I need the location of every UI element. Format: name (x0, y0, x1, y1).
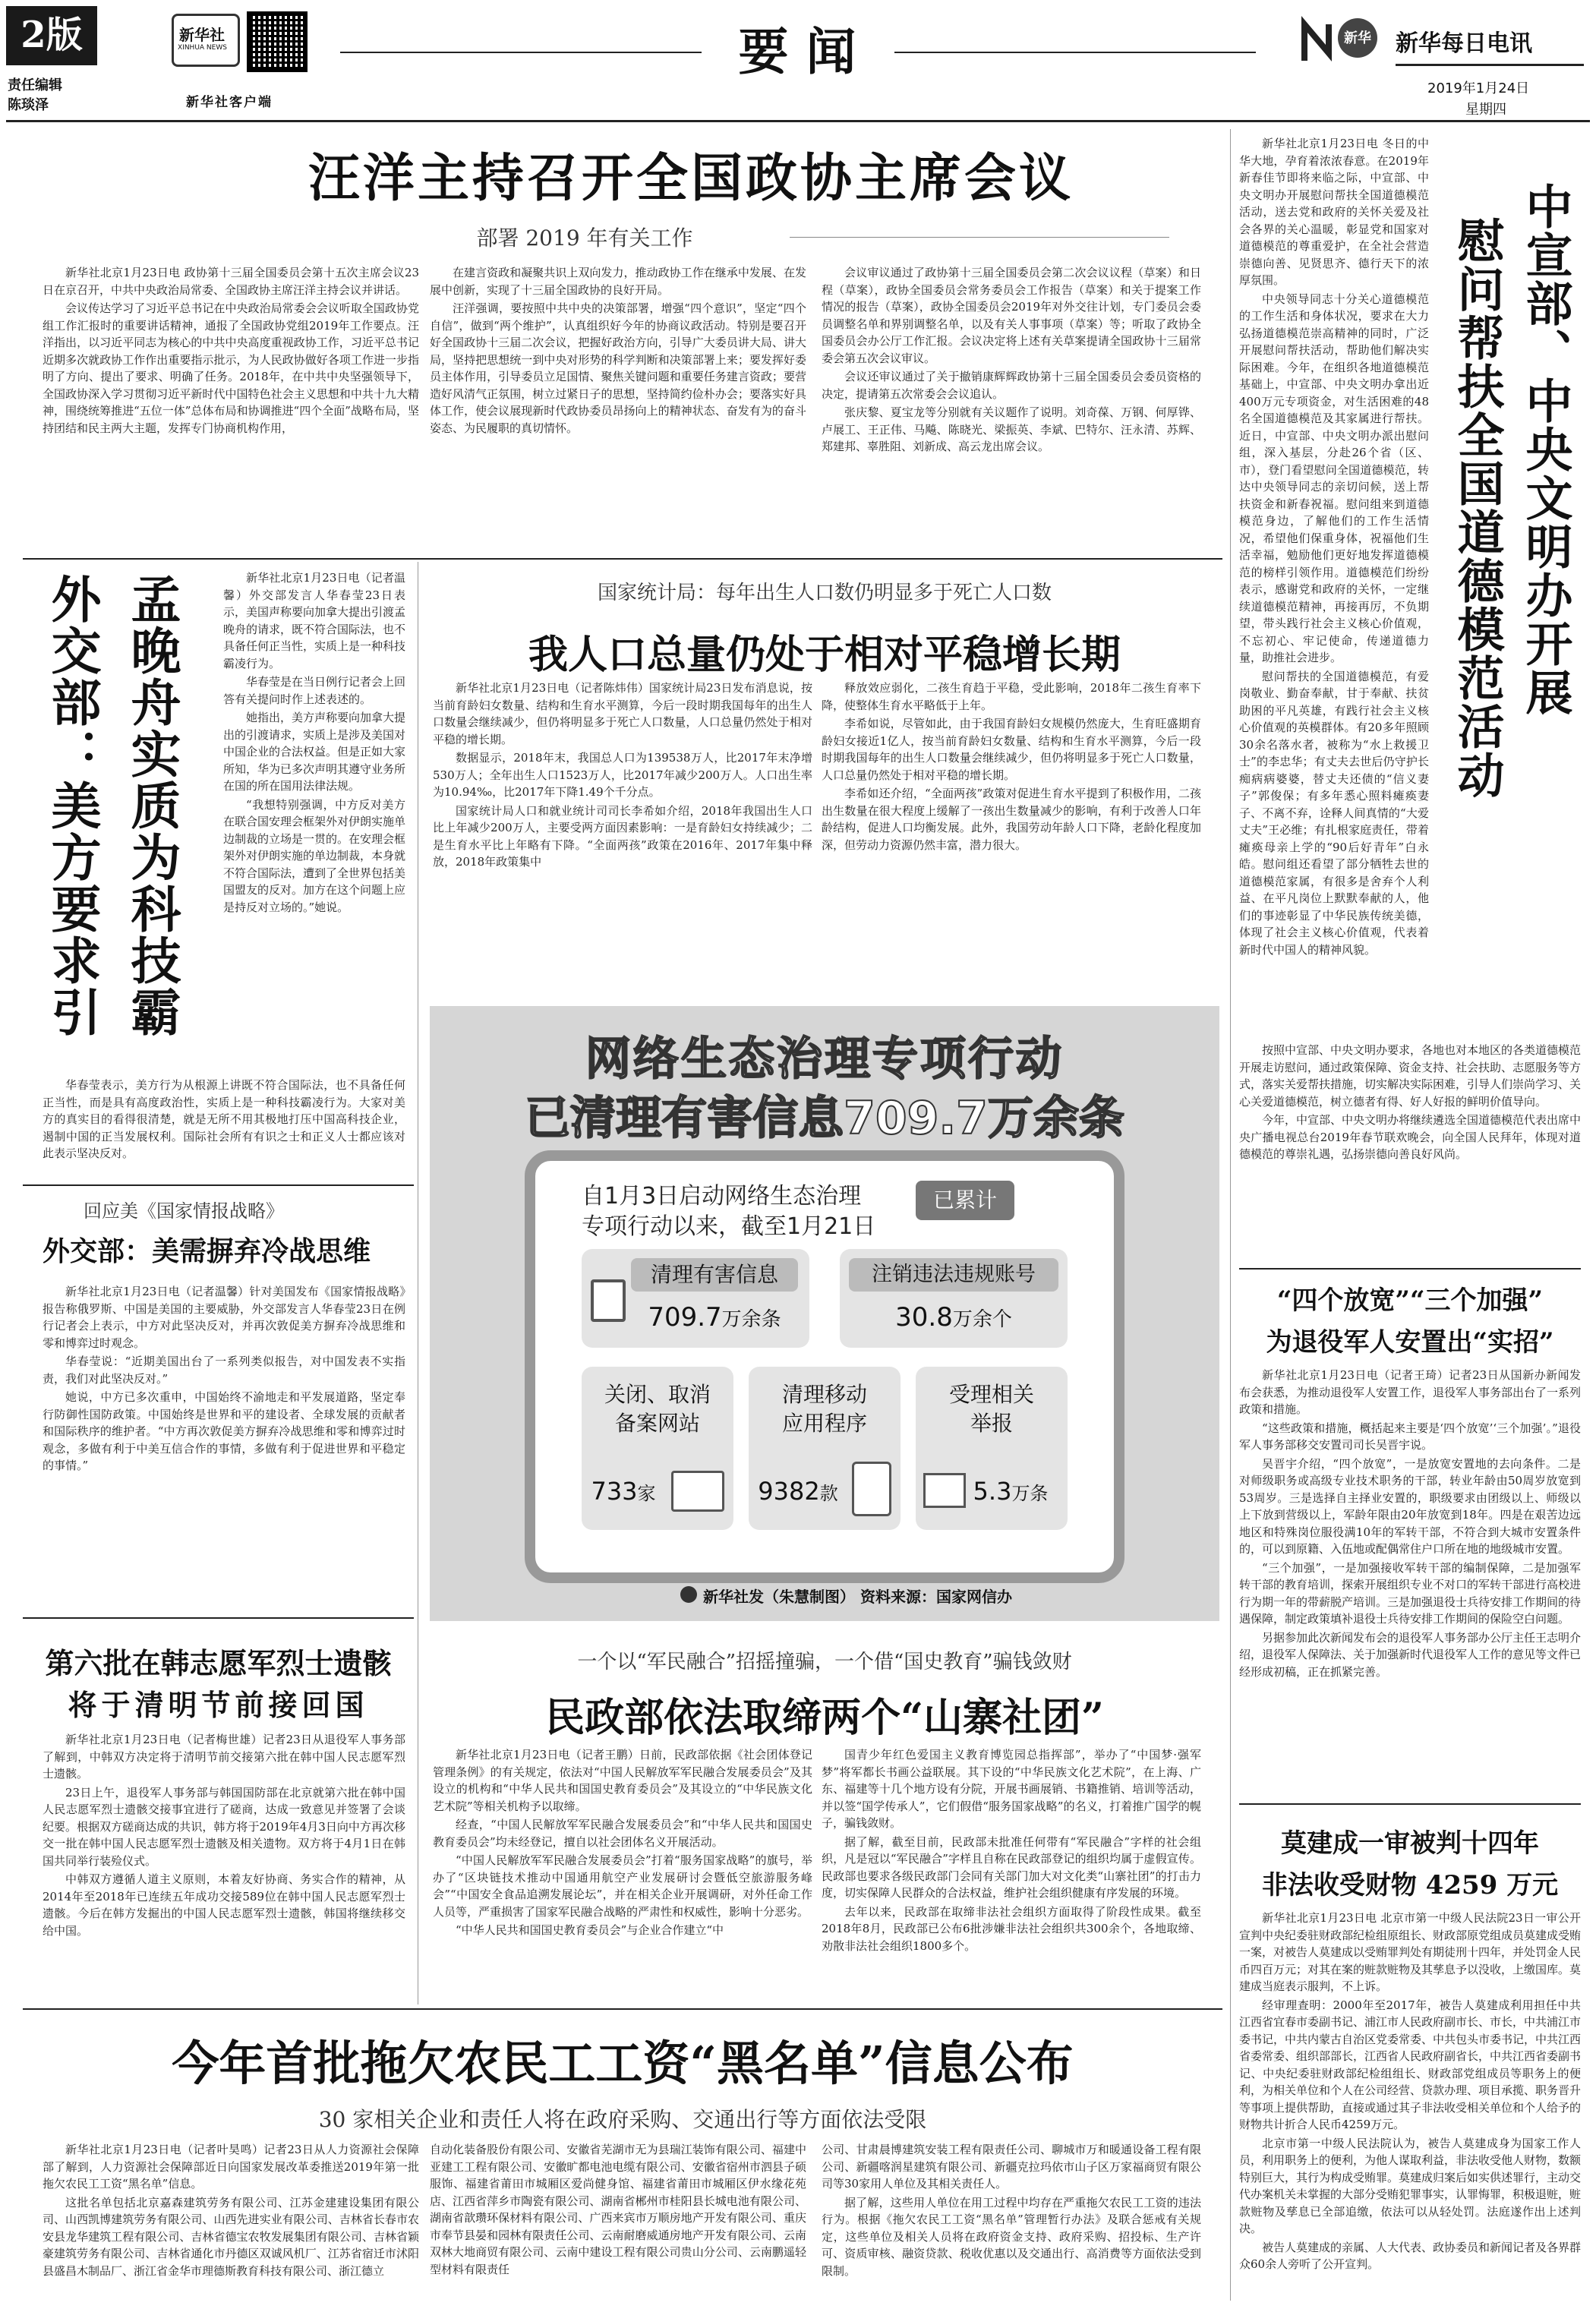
infographic-credit: 新华社发（朱慧制图） 资料来源：国家网信办 (703, 1588, 1012, 1606)
lead-col-2 (430, 264, 806, 549)
card-reports-value (961, 1477, 1060, 1506)
blacklist-col-3 (822, 2141, 1201, 2304)
mofa-p3: 她指出，美方声称要向加拿大提出的引渡请求，实质上是涉及美国对中国企业的合法权益。但是正如大家所知，华为已多次声明其遵守业务所在国的所在国用法律法规。 (223, 711, 405, 793)
xinhua-logo-sub: XINHUA NEWS (178, 44, 227, 52)
card-accounts-label: 注销违法违规账号 (849, 1258, 1058, 1292)
blacklist-col-3-p1: 公司、甘肃晨博建筑安装工程有限责任公司、聊城市万和暖通设备工程有限公司、新疆喀润星建筑有限公司、新疆克拉玛依市山子区万家福商贸有限公司等30家用人单位及其相关责任人。 (822, 2143, 1201, 2191)
card-apps-number: 9382 (758, 1477, 820, 1506)
korea-headline-1: 第六批在韩志愿军烈士遗骸 (45, 1646, 392, 1680)
lead-headline: 汪洋主持召开全国政协主席会议 (308, 148, 1074, 209)
card-reports-unit: 万条 (1011, 1483, 1049, 1504)
brand-rule (1396, 64, 1584, 66)
client-label: 新华社客户端 (186, 95, 273, 110)
lead-col-3 (822, 264, 1201, 549)
card-apps-unit: 款 (819, 1483, 838, 1504)
mofa2-kicker: 回应美《国家情报战略》 (84, 1200, 284, 1222)
blacklist-headline: 今年首批拖欠农民工工资“黑名单”信息公布 (172, 2036, 1074, 2091)
lead-col-3-p2: 会议还审议通过了关于撤销康辉辉政协第十三届全国委员会委员资格的决定，提请第五次常委会会议追认。 (822, 370, 1201, 401)
editor-label: 责任编辑 (8, 77, 62, 93)
infographic-title-1: 网络生态治理专项行动 (585, 1033, 1064, 1086)
mca-col-1-p4: “中华人民共和国国史教育委员会”与企业合作建立“中 (456, 1923, 724, 1937)
blacklist-col-2 (430, 2141, 806, 2304)
lead-col-3-p1: 会议审议通过了政协第十三届全国委员会第二次会议议程（草案）和日程（草案），政协全国委员会常务委员会工作报告（草案）和关于提案工作情况的报告（草案），政协全国委员会2019年对外交往计划，专门委员会委员调整名单和界别调整名单，以及有关人事事项（草案）等；听取了政协全国委员会办公厅工作汇报。会议决定将上述有关草案提请全国政协十三届常委会第五次会议审议。 (822, 266, 1201, 365)
mca-headline: 民政部依法取缔两个“山寨社团” (545, 1695, 1104, 1741)
lead-col-2-p1: 在建言资政和凝聚共识上双向发力，推动政协工作在继承中发展、在发展中创新，实现了十三届全国政协的良好开局。 (430, 266, 806, 297)
card-accounts-unit: 万余个 (952, 1308, 1012, 1331)
issue-date: 2019年1月24日 (1427, 80, 1530, 96)
mofa2-p3: 她说，中方已多次重申，中国始终不渝地走和平发展道路，坚定奉行防御性国防政策。中国始终是世界和平的建设者、全球发展的贡献者和国际秩序的维护者。“中方再次敦促美方摒弃冷战思维和零和博弈过时观念，多做有利于中美互信合作的事情，多做有利于促进世界和平稳定的事情。” (43, 1390, 405, 1472)
korea-p2: 23日上午，退役军人事务部与韩国国防部在北京就第六批在韩中国人民志愿军烈士遗骸交接事宜进行了磋商，达成一致意见并签署了会谈纪要。根据双方磋商达成的共识，韩方将于2019年4月3日向中方再次移交一批在韩中国人民志愿军烈士遗骸及相关遗物。双方将于4月1日在韩国共同举行装殓仪式。 (43, 1785, 405, 1868)
propaganda-p2: 中央领导同志十分关心道德模范的工作生活和身体状况，要求在大力弘扬道德模范崇高精神的同时，广泛开展慰问帮扶活动，帮助他们解决实际困难。今年，在组织各地道德模范基础上，中宣部、中央文明办拿出近400万元专项资金，对生活困难的48名全国道德模范及其家属进行帮扶。近日，中宣部、中央文明办派出慰问组，深入基层，分赴26个省（区、市），登门看望慰问全国道德模范，转达中央领导同志的亲切问候，送上帮扶资金和新春祝福。慰问组来到道德模范身边，了解他们的工作生活情况，希望他们保重身体，祝福他们生活幸福，勉励他们更好地发挥道德模范的榜样引领作用。道德模范们纷纷表示，感谢党和政府的关怀，一定继续道德模范精神，再接再厉，不负期望，带头践行社会主义核心价值观，不忘初心、牢记使命，传递道德力量，助推社会进步。 (1239, 292, 1429, 664)
editor-name: 陈琰泽 (8, 97, 49, 113)
lead-bottom-rule (23, 558, 1222, 560)
veterans-text (1239, 1367, 1581, 1792)
propaganda-text-bottom (1239, 1042, 1581, 1262)
mca-col-2-p3: 去年以来，民政部在取缔非法社会组织方面取得了阶段性成果。截至2018年8月，民政部已公布6批涉嫌非法社会组织共300余个，各地取缔、劝散非法社会组织1800多个。 (822, 1904, 1201, 1953)
propaganda-p4: 按照中宣部、中央文明办要求，各地也对本地区的各类道德模范开展走访慰问，通过政策保障、资金支持、社会扶助、志愿服务等方式，落实关爱帮扶措施，切实解决实际困难，引导人们崇尚学习、关心关爱道德模范，树立德者有得、好人好报的鲜明价值导向。 (1239, 1043, 1581, 1109)
veterans-p5: 另据参加此次新闻发布会的退役军人事务部办公厅主任王志明介绍，退役军人保障法、关于加强新时代退役军人工作的意见等文件已经形成初稿，正在抓紧完善。 (1239, 1630, 1581, 1679)
blacklist-subtitle: 30 家相关企业和责任人将在政府采购、交通出行等方面依法受限 (318, 2107, 927, 2132)
mo-p4: 被告人莫建成的亲属、人大代表、政协委员和新闻记者及各界群众60余人旁听了公开宣判。 (1239, 2240, 1581, 2271)
card-apps-value (749, 1477, 847, 1506)
infographic-title-2: 已清理有害信息709.7万余条 (525, 1092, 1124, 1145)
korea-text (43, 1731, 405, 1989)
population-headline: 我人口总量仍处于相对平稳增长期 (528, 632, 1121, 678)
card-websites-label-1: 关闭、取消 (604, 1382, 711, 1407)
mca-col-2-p1: 国青少年红色爱国主义教育博览园总指挥部”，举办了“中国梦·强军梦”将军都长书画公益联展。其下设的“中华民族文化艺术院”，在上海、广东、福建等十几个地方设有分院，开展书画展销、书籍推销、培训等活动，并以签“国学传承人”，它们假借“服务国家战略”的名义，打着推广国学的幌子，骗钱敛财。 (822, 1748, 1201, 1830)
blacklist-col-1-p1: 新华社北京1月23日电（记者叶昊鸣）记者23日从人力资源社会保障部了解到，人力资源社会保障部近日向国家发展改革委推送2019年第一批拖欠农民工工资“黑名单”信息。 (43, 2143, 419, 2191)
population-col-2-p2: 李希如说，尽管如此，由于我国育龄妇女规模仍然庞大，生育旺盛期育龄妇女接近1亿人，按当前育龄妇女数量、结构和生育水平测算，今后一段时期我国每年的出生人口数量会继续减少，但仍将明显多于死亡人口数量，人口总量仍然处于相对平稳的增长期。 (822, 717, 1201, 782)
card-apps-label-2: 应用程序 (781, 1411, 867, 1436)
infographic-tag: 已累计 (916, 1181, 1014, 1220)
veterans-p3: 吴晋宇介绍，“四个放宽”，一是放宽安置地的去向条件。二是对师级职务或高级专业技术职务的干部，转业年龄由50周岁放宽到53周岁。三是选择自主择业安置的，职级要求由团级以上、师级以上下放到营级以上，军龄年限由20年放宽到18年。四是在艰苦边远地区和特殊岗位服役满10年的军转干部，不符合到大城市安置条件的，可以到原籍、入伍地或配偶常住户口所在地的地级城市安置。 (1239, 1456, 1581, 1556)
mo-headline-1: 莫建成一审被判十四年 (1281, 1828, 1539, 1859)
card-cleaned-info-unit: 万余条 (721, 1308, 781, 1331)
mca-col-1 (433, 1746, 812, 1997)
veterans-headline-1: “四个放宽”“三个加强” (1276, 1285, 1544, 1316)
veterans-p2: “这些政策和措施，概括起来主要是‘四个放宽’‘三个加强’。”退役军人事务部移交安置司司长吴晋宇说。 (1239, 1421, 1581, 1452)
mo-p1: 新华社北京1月23日电 北京市第一中级人民法院23日一审公开宣判中央纪委驻财政部纪检组原组长、财政部原党组成员莫建成受贿一案，对被告人莫建成以受贿罪判处有期徒刑十四年，并处罚金人民币四百万元；对其在案的赃款赃物及其孳息予以没收，上缴国库。莫建成当庭表示服判，不上诉。 (1239, 1911, 1581, 1993)
xinhua-small-logo-icon (680, 1586, 697, 1603)
mofa-bottom-rule (23, 1184, 414, 1186)
infographic (430, 1006, 1219, 1621)
population-col-1-p1: 新华社北京1月23日电（记者陈炜伟）国家统计局23日发布消息说，按当前育龄妇女数量、结构和生育水平测算，今后一段时期我国每年的出生人口数量会继续减少，但仍将明显多于死亡人口数量，人口总量仍然处于相对平稳的增长期。 (433, 681, 812, 746)
envelope-icon (923, 1473, 966, 1508)
veterans-bottom-rule (1239, 1803, 1581, 1805)
lead-col-1-p2: 会议传达学习了习近平总书记在中央政治局常委会会议听取全国政协党组工作汇报时的重要讲话精神，通报了全国政协党组2019年工作要点。汪洋指出，以习近平同志为核心的中共中央高度重视政协工作，习近平总书记近期多次就政协工作作出重要指示批示，为人民政协做好各项工作进一步指明了方向、提出了要求、明确了任务。2018年，在中共中央坚强领导下，全国政协深入学习贯彻习近平新时代中国特色社会主义思想和中共十九大精神，围绕统筹推进“五位一体”总体布局和协调推进“四个全面”战略布局，坚持团结和民主两大主题，发挥专门协商机构作用， (43, 301, 419, 435)
mofa2-text (43, 1283, 405, 1594)
blacklist-col-1 (43, 2141, 419, 2304)
news-logo-text: 新华 (1344, 30, 1371, 46)
population-col-2 (822, 680, 1201, 998)
card-websites-unit: 家 (637, 1483, 656, 1504)
mofa-vertical-headline-1: 孟晚舟实质为科技霸 (122, 573, 181, 1038)
propaganda-p3: 慰问帮扶的全国道德模范，有爱岗敬业、勤奋奉献，甘于奉献、扶贫助困的平凡英雄，有践行社会主义核心价值观的英模群体。有20多年照顾30余名落水者，被称为“水上救援卫士”的李忠华；有丈夫去世后仍守护长痴病病婆婆，替丈夫还债的“信义妻子”郭俊保；有多年悉心照料瘫痪妻子、不离不弃，诠释人间真情的“大爱丈夫”王必维；有扎根家庭责任，带着瘫痪母亲上学的“90后好青年”白永皓。慰问组还看望了部分牺牲去世的道德模范家属，有很多是舍弃个人利益、在平凡岗位上默默奉献的人，他们的事迹彰显了中华民族传统美德，体现了社会主义核心价值观，代表着新时代中国人的精神风貌。 (1239, 669, 1429, 957)
mca-col-1-p2: 经查，“中国人民解放军军民融合发展委员会”和“中华人民共和国国史教育委员会”均未经登记，擅自以社会团体名义开展活动。 (433, 1818, 812, 1849)
card-cleaned-info-value (631, 1302, 798, 1333)
korea-p3: 中韩双方遵循人道主义原则，本着友好协商、务实合作的精神，从2014年至2018年已连续五年成功交接589位在韩中国人民志愿军烈士遗骸。今后在韩方发掘出的中国人民志愿军烈士遗骸，韩国将继续移交给中国。 (43, 1872, 405, 1938)
mca-bottom-rule (23, 2008, 1222, 2010)
veterans-headline-2: 为退役军人安置出“实招” (1266, 1327, 1554, 1358)
card-apps-label-1: 清理移动 (781, 1382, 867, 1407)
mo-headline-2: 非法收受财物 4259 万元 (1261, 1870, 1559, 1900)
population-col-1-p3: 国家统计局人口和就业统计司司长李希如介绍，2018年我国出生人口比上年减少200万人，主要受两方面因素影响：一是育龄妇女持续减少；二是生育水平比上年略有下降。“全面两孩”政策在2016年、2017年集中释放，2018年政策集中 (433, 803, 812, 869)
page-number-text: 2版 (21, 14, 83, 56)
infographic-intro-1: 自1月3日启动网络生态治理 (582, 1183, 862, 1210)
lead-subtitle-rule (790, 237, 1169, 238)
masthead-right-rule (894, 52, 1256, 53)
document-icon (591, 1279, 626, 1322)
mofa-p2: 华春莹是在当日例行记者会上回答有关提问时作上述表述的。 (223, 675, 405, 706)
mo-p2: 经审理查明：2000年至2017年，被告人莫建成利用担任中共江西省宜春市委副书记、浦江市人民政府副市长、市长，中共浦江市委书记，中共内蒙古自治区党委常委、中共包头市委书记，中共江西省委常委、组织部部长，江西省人民政府副省长，中共江西省委副书记、中央纪委驻财政部纪检组组长、财政部党组成员等职务上的便利，为相关单位和个人在公司经营、贷款办理、项目承揽、职务晋升等事项上提供帮助，直接或通过其子非法收受相关单位和个人给予的财物共计折合人民币4259万元。 (1239, 1998, 1581, 2131)
veterans-p1: 新华社北京1月23日电（记者王琦）记者23日从国新办新闻发布会获悉，为推动退役军人安置工作，退役军人事务部出台了一系列政策和措施。 (1239, 1368, 1581, 1416)
mca-col-2 (822, 1746, 1201, 1997)
card-websites-label-2: 备案网站 (614, 1411, 700, 1436)
lead-col-1 (43, 264, 419, 549)
masthead-left-rule (340, 52, 702, 53)
mo-text (1239, 1910, 1581, 2304)
mo-p3: 北京市第一中级人民法院认为，被告人莫建成身为国家工作人员，利用职务上的便利，为他人谋取利益，非法收受他人财物，数额特别巨大，其行为构成受贿罪。莫建成归案后如实供述罪行，主动交代办案机关未掌握的大部分受贿犯罪事实，认罪悔罪，积极退赃，赃款赃物及孳息已全部追缴，依法可以从轻处罚。法庭遂作出上述判决。 (1239, 2136, 1581, 2235)
population-kicker: 国家统计局：每年出生人口数仍明显多于死亡人口数 (597, 582, 1052, 604)
card-accounts-value (849, 1302, 1058, 1333)
card-reports-label-2: 举报 (970, 1411, 1013, 1436)
mofa2-headline: 外交部：美需摒弃冷战思维 (43, 1235, 371, 1267)
population-col-1-p2: 数据显示，2018年末，我国总人口为139538万人，比2017年末净增530万人；全年出生人口1523万人，比2017年减少200万人。人口出生率为10.94‰，比2017年下降1.49个千分点。 (433, 751, 812, 799)
mofa2-p2: 华春莹说：“近期美国出台了一系列类似报告，对中国发表不实指责，我们对此坚决反对。” (43, 1355, 405, 1386)
korea-p1: 新华社北京1月23日电（记者梅世雄）记者23日从退役军人事务部了解到，中韩双方决定将于清明节前交接第六批在韩中国人民志愿军烈士遗骸。 (43, 1733, 405, 1781)
propaganda-bottom-rule (1239, 1268, 1581, 1270)
card-websites-value (582, 1477, 665, 1506)
card-websites-number: 733 (591, 1477, 638, 1506)
population-col-2-p1: 释放效应弱化，二孩生育趋于平稳，受此影响，2018年二孩生育率下降，使整体生育水平略低于上年。 (822, 681, 1201, 712)
propaganda-vertical-headline-2: 慰问帮扶全国道德模范活动 (1449, 216, 1505, 800)
lead-subtitle: 部署 2019 年有关工作 (476, 226, 693, 251)
propaganda-p5: 今年，中宣部、中央文明办将继续遴选全国道德模范代表出席中央广播电视总台2019年春节联欢晚会，向全国人民拜年，体现对道德模范的尊崇礼遇，弘扬崇德向善良好风尚。 (1239, 1113, 1581, 1161)
mca-col-1-p3: “中国人民解放军军民融合发展委员会”打着“服务国家战略”的旗号，举办了“区块链技术推动中国通用航空产业发展研讨会暨低空旅游服务峰会”“中国安全食品追溯发展论坛”，并在相关企业开展调研，对外任命工作人员等，严重损害了国家军民融合战略的严肃性和权威性，影响十分恶劣。 (433, 1853, 812, 1919)
card-accounts-number: 30.8 (895, 1302, 953, 1333)
lead-col-2-p2: 汪洋强调，要按照中共中央的决策部署，增强“四个意识”，坚定“四个自信”，做到“两个维护”，认真组织好今年的协商议政活动。特别是要召开好全国政协十三届二次会议，把握好政治方向，引导广大委员讲大局、讲大局，坚持把思想统一到中央对形势的科学判断和决策部署上来；要发挥好委员主体作用，引导委员立足国情、聚焦关键问题和重要任务建言资政；要营造好风清气正氛围，树立过紧日子的思想，坚持简约俭朴办会；要落实好具体工作，使会议展现新时代政协委员昂扬向上的精神状态、奋发有为的奋斗姿态、为民履职的真切情怀。 (430, 301, 806, 435)
issue-weekday: 星期四 (1465, 102, 1506, 118)
propaganda-p1: 新华社北京1月23日电 冬日的中华大地，孕育着浓浓春意。在2019年新春佳节即将来临之际，中宣部、中央文明办开展慰问帮扶全国道德模范活动，送去党和政府的关怀关爱及社会各界的关心温暖，彰显党和国家对道德模范的尊重爱护，在全社会营造崇德向善、见贤思齐、德行天下的浓厚氛围。 (1239, 137, 1429, 287)
blacklist-col-3-p2: 据了解，这些用人单位在用工过程中均存在严重拖欠农民工工资的违法行为。根据《拖欠农民工工资“黑名单”管理暂行办法》及联合惩戒有关规定，这些单位及相关人员将在政府资金支持、政府采购、招投标、生产许可、资质审核、融资贷款、税收优惠以及交通出行、高消费等方面依法受到限制。 (822, 2195, 1201, 2278)
card-reports-label-1: 受理相关 (948, 1382, 1034, 1407)
card-cleaned-info-number: 709.7 (648, 1302, 722, 1333)
masthead (0, 0, 1596, 125)
mca-col-2-p2: 据了解，截至目前，民政部未批准任何带有“军民融合”字样的社会组织，凡是冠以“军民融合”字样且自称在民政部登记的组织均属于虚假宣传。民政部也要求各级民政部门会同有关部门加大对文化类“山寨社团”的打击力度，切实保障人民群众的合法权益，维护社会组织健康有序发展的环境。 (822, 1834, 1201, 1900)
lead-col-3-p3: 张庆黎、夏宝龙等分别就有关议题作了说明。刘奇葆、万钢、何厚铧、卢展工、王正伟、马飚、陈晓光、梁振英、李斌、巴特尔、汪永清、苏辉、郑建邦、辜胜阻、刘新成、高云龙出席会议。 (822, 405, 1201, 453)
website-icon (671, 1471, 724, 1512)
mofa-text-bottom (43, 1077, 405, 1177)
blacklist-col-2-p1: 自动化装备股份有限公司、安徽省芜湖市无为县瑞江装饰有限公司、福建中亚建工工程有限公司、安徽旷都电池电缆有限公司、安徽省宿州市泗县子硕服饰、福建省莆田市城厢区爱尚健身馆、福建省莆田市城厢区伊水缘花苑店、江西省萍乡市陶瓷有限公司、湖南省郴州市桂阳县长城电池有限公司、湖南省歆瓒环保材料有限公司、广西来宾市万顺房地产开发有限公司、重庆市奉节县晏和园林有限责任公司、云南耐磨威通房地产开发有限公司、云南双林大地商贸有限公司、云南中建设工程有限公司贵山分公司、云南鹏遥轻型材料有限责任 (430, 2143, 806, 2276)
korea-headline-2: 将于清明节前接回国 (68, 1688, 369, 1722)
qr-code-icon (247, 11, 308, 72)
population-col-2-p3: 李希如还介绍，“全面两孩”政策对促进生育水平提到了积极作用，二孩出生数量在很大程度上缓解了一孩出生数量减少的影响，有利于改善人口年龄结构，促进人口均衡发展。此外，我国劳动年龄人口下降，老龄化程度加深，但劳动力资源仍然丰富，潜力很大。 (822, 787, 1201, 852)
mca-kicker: 一个以“军民融合”招摇撞骗，一个借“国史教育”骗钱敛财 (577, 1651, 1072, 1673)
infographic-intro-2: 专项行动以来，截至1月21日 (582, 1213, 876, 1240)
app-icon (852, 1462, 891, 1516)
right-column-divider (1230, 129, 1231, 2301)
section-title: 要 闻 (738, 22, 856, 81)
card-cleaned-info-label: 清理有害信息 (631, 1258, 798, 1292)
mofa-vertical-headline-2: 外交部：美方要求引 (43, 573, 102, 1038)
mca-col-1-p1: 新华社北京1月23日电（记者王鹏）日前，民政部依据《社会团体登记管理条例》的有关规定，依法对“中国人民解放军军民融合发展委员会”及其设立的机构和“中华人民共和国国史教育委员会”及其设立的“中华民族文化艺术院”等相关机构予以取缔。 (433, 1748, 812, 1813)
blacklist-col-1-p2: 这批名单包括北京嘉森建筑劳务有限公司、江苏金建建设集团有限公司、山西凯博建筑劳务有限公司、山西先进实业有限公司、吉林省长春市农安县龙华建筑工程有限公司、吉林省德宝农牧发展集团有限公司、吉林省颖豪建筑劳务有限公司、吉林省通化市丹德区双诚风机厂、江苏省宿迁市沭阳县盛昌木制品厂、浙江省金华市理德斯教育科技有限公司、浙江德立 (43, 2195, 419, 2278)
veterans-p4: “三个加强”，一是加强接收军转干部的编制保障，二是加强军转干部的教育培训，探索开展组织专业不对口的军转干部进行高校进行为期一年的带薪脱产培训。三是加强退役士兵待安排工作期间的待遇保障，制定政策填补退役士兵待安排工作期间的保险空白问题。 (1239, 1560, 1581, 1626)
mofa-p4: “我想特别强调，中方反对美方在联合国安理会框架外对伊朗实施单边制裁的立场是一贯的。在安理会框架外对伊朗实施的单边制裁，本身就不符合国际法，遭到了全世界包括美国盟友的反对。加方在这个问题上应是持反对立场的。”她说。 (223, 797, 405, 914)
mofa-p1: 新华社北京1月23日电（记者温馨）外交部发言人华春莹23日表示，美国声称要向加拿大提出引渡孟晚舟的请求，既不符合国际法，也不具备任何正当性，实质上是一种科技霸凌行为。 (223, 571, 405, 670)
masthead-bottom-rule (6, 120, 1590, 122)
propaganda-text-top (1239, 135, 1429, 1039)
mofa2-p1: 新华社北京1月23日电（记者温馨）针对美国发布《国家情报战略》报告称俄罗斯、中国是美国的主要威胁，外交部发言人华春莹23日在例行记者会上表示，中方对此坚决反对，并再次敦促美方摒弃冷战思维和零和博弈过时观念。 (43, 1285, 405, 1350)
lead-col-1-p1: 新华社北京1月23日电 政协第十三届全国委员会第十五次主席会议23日在京召开，中共中央政治局常委、全国政协主席汪洋主持会议并讲话。 (43, 266, 419, 297)
propaganda-vertical-headline-1: 中宣部、中央文明办开展 (1518, 182, 1573, 717)
mofa-text (223, 569, 405, 1071)
mofa-p5: 华春莹表示，美方行为从根源上讲既不符合国际法，也不具备任何正当性，而是具有高度政治性，实质上是一种科技霸凌行为。大家对美方的真实目的看得很清楚，就是无所不用其极地打压中国高科技企业，遏制中国的正当发展权利。国际社会所有有识之士和正义人士都应该对此表示坚决反对。 (43, 1078, 405, 1160)
mofa2-bottom-rule (23, 1617, 414, 1619)
xinhua-logo-text: 新华社 (179, 26, 225, 44)
card-reports-number: 5.3 (973, 1477, 1012, 1506)
population-col-1 (433, 680, 812, 998)
brand-name: 新华每日电讯 (1396, 30, 1532, 57)
